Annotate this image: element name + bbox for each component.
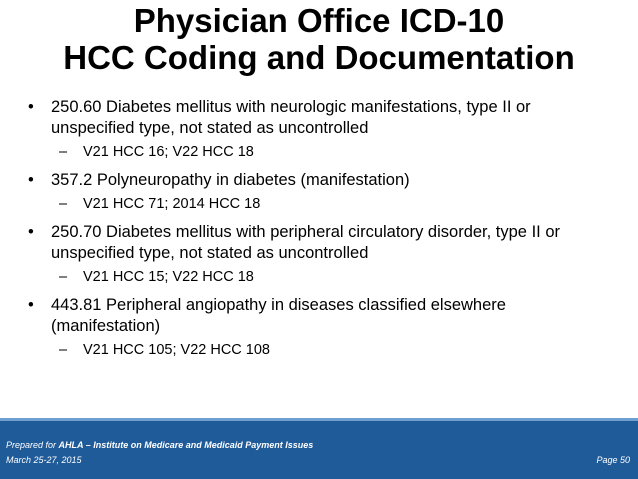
- bullet-list: [28, 97, 618, 359]
- sub-bullet-text: V21 HCC 15; V22 HCC 18: [83, 269, 254, 285]
- footer-prepared-for: [6, 440, 313, 450]
- bullet-text: 250.70 Diabetes mellitus with peripheral circulatory disorder, type II or unspecified type, not stated as uncontrolled: [51, 223, 560, 262]
- dash-glyph: –: [59, 342, 68, 358]
- bullet-item: [28, 97, 618, 139]
- bullet-item: [28, 222, 618, 264]
- dash-glyph: –: [59, 269, 68, 285]
- sub-bullet-text: V21 HCC 71; 2014 HCC 18: [83, 196, 261, 212]
- prepared-org: AHLA – Institute on Medicare and Medicaid Payment Issues: [58, 440, 314, 450]
- dash-glyph: –: [59, 196, 68, 212]
- footer-date: March 25-27, 2015: [6, 455, 82, 465]
- bullet-text: 443.81 Peripheral angiopathy in diseases classified elsewhere (manifestation): [51, 296, 506, 335]
- footer-page-number: Page 50: [596, 455, 630, 465]
- sub-bullet-item: [28, 143, 618, 161]
- bullet-glyph: •: [28, 171, 34, 189]
- slide-title: [0, 2, 638, 76]
- sub-bullet-text: V21 HCC 105; V22 HCC 108: [83, 342, 270, 358]
- sub-bullet-text: V21 HCC 16; V22 HCC 18: [83, 144, 254, 160]
- bullet-item: [28, 170, 618, 191]
- bullet-item: [28, 295, 618, 337]
- sub-bullet-item: [28, 341, 618, 359]
- bullet-glyph: •: [28, 98, 34, 116]
- dash-glyph: –: [59, 144, 68, 160]
- slide-footer: [0, 418, 638, 479]
- prepared-prefix: Prepared for: [6, 440, 57, 450]
- title-line-1: Physician Office ICD-10: [133, 2, 505, 39]
- sub-bullet-item: [28, 195, 618, 213]
- bullet-text: 357.2 Polyneuropathy in diabetes (manifestation): [51, 171, 410, 189]
- title-line-2: HCC Coding and Documentation: [63, 39, 575, 76]
- sub-bullet-item: [28, 268, 618, 286]
- bullet-text: 250.60 Diabetes mellitus with neurologic manifestations, type II or unspecified type, not stated as uncontrolled: [51, 98, 531, 137]
- bullet-glyph: •: [28, 296, 34, 314]
- bullet-glyph: •: [28, 223, 34, 241]
